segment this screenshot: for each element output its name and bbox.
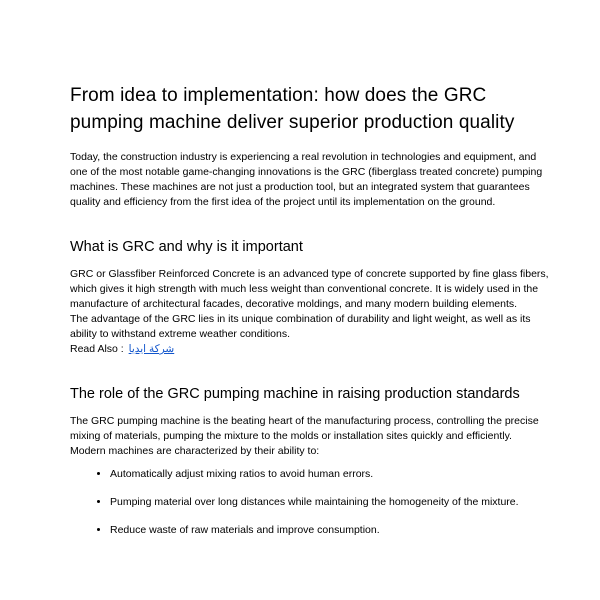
intro-paragraph: Today, the construction industry is experiencing a real revolution in technologies and equipment, and one of the most notable game-changing innovations is the GRC (fiberglass treated concrete) pumping machines. These machines are not just a production tool, but an integrated system that guarantees quality and efficiency from the first idea of the project until its implementation on the ground.: [70, 151, 543, 208]
capabilities-list: [70, 467, 554, 538]
list-item: • Automatically adjust mixing ratios to avoid human errors.: [110, 467, 554, 482]
role-paragraph: The GRC pumping machine is the beating heart of the manufacturing process, controlling the precise mixing of materials, pumping the mixture to the molds or installation sites quickly and efficiently.: [70, 415, 539, 442]
section-what-is-grc-body: [70, 267, 554, 357]
read-also-label: Read Also :: [70, 343, 127, 355]
section-heading-what-is-grc: What is GRC and why is it important: [70, 239, 303, 255]
list-item: • Pumping material over long distances while maintaining the homogeneity of the mixture.: [110, 495, 554, 510]
modern-machines-lead-in: Modern machines are characterized by their ability to:: [70, 445, 320, 457]
read-also-link[interactable]: شركة ايديا: [128, 343, 175, 355]
grc-advantage-paragraph: The advantage of the GRC lies in its unique combination of durability and light weight, as well as its ability to withstand extreme weather conditions.: [70, 313, 531, 340]
list-item: • Reduce waste of raw materials and improve consumption.: [110, 523, 554, 538]
grc-definition-paragraph: GRC or Glassfiber Reinforced Concrete is an advanced type of concrete supported by fine glass fibers, which gives it high strength with much less weight than conventional concrete. It is widely used in the manufacture of architectural facades, decorative moldings, and many modern building elements.: [70, 268, 549, 310]
document-title: From idea to implementation: how does the GRC pumping machine deliver superior production quality: [70, 85, 515, 133]
read-also-line: [70, 342, 554, 357]
section-role-body: [70, 414, 554, 459]
section-heading-role: The role of the GRC pumping machine in raising production standards: [70, 386, 520, 402]
